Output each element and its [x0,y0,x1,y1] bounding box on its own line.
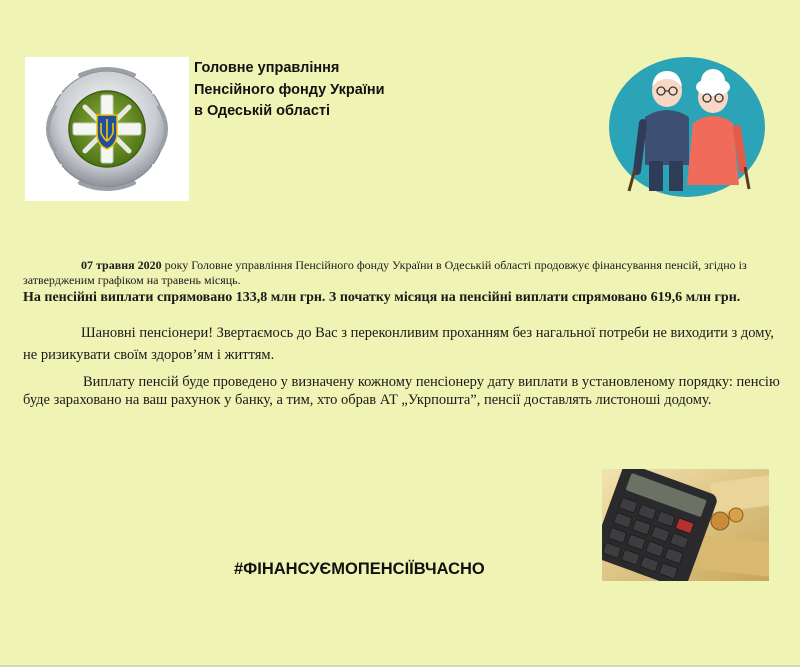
payment-text: Виплату пенсій буде проведено у визначену кожному пенсіонеру дату виплати в установленому порядку: пенсію буде зараховано на ваш рахунок у банку, а тим, хто обрав АТ „Укрпошта”, пенсії доставлять листоноші додому. [23,374,780,408]
organization-name-line2: Пенсійного фонду України [194,81,385,98]
organization-name [194,58,385,123]
organization-name-line1: Головне управління [194,60,340,76]
appeal-text: Шановні пенсіонери! Звертаємось до Вас з переконливим проханням без нагальної потреби не виходити з дому, не ризикувати своїм здоров’ям і життям. [23,325,774,363]
funding-amount-paragraph: На пенсійні виплати спрямовано 133,8 млн грн. З початку місяця на пенсійні виплати спрямовано 619,6 млн грн. [23,290,741,305]
release-date: 07 травня 2020 [81,258,162,272]
pension-fund-emblem-icon [25,57,189,201]
pension-fund-logo [25,57,189,201]
elderly-couple-icon [609,57,765,197]
payment-paragraph [23,374,783,409]
organization-name-line3: в Одеській області [194,103,331,119]
date-paragraph [23,258,783,288]
appeal-paragraph [23,322,783,366]
calculator-money-icon [602,469,769,581]
date-sentence: року Головне управління Пенсійного фонду України в Одеській області продовжує фінансування пенсій, згідно із затвердженим графіком на травень місяць. [23,258,747,287]
hashtag: #ФІНАНСУЄМОПЕНСІЇВЧАСНО [234,560,485,578]
